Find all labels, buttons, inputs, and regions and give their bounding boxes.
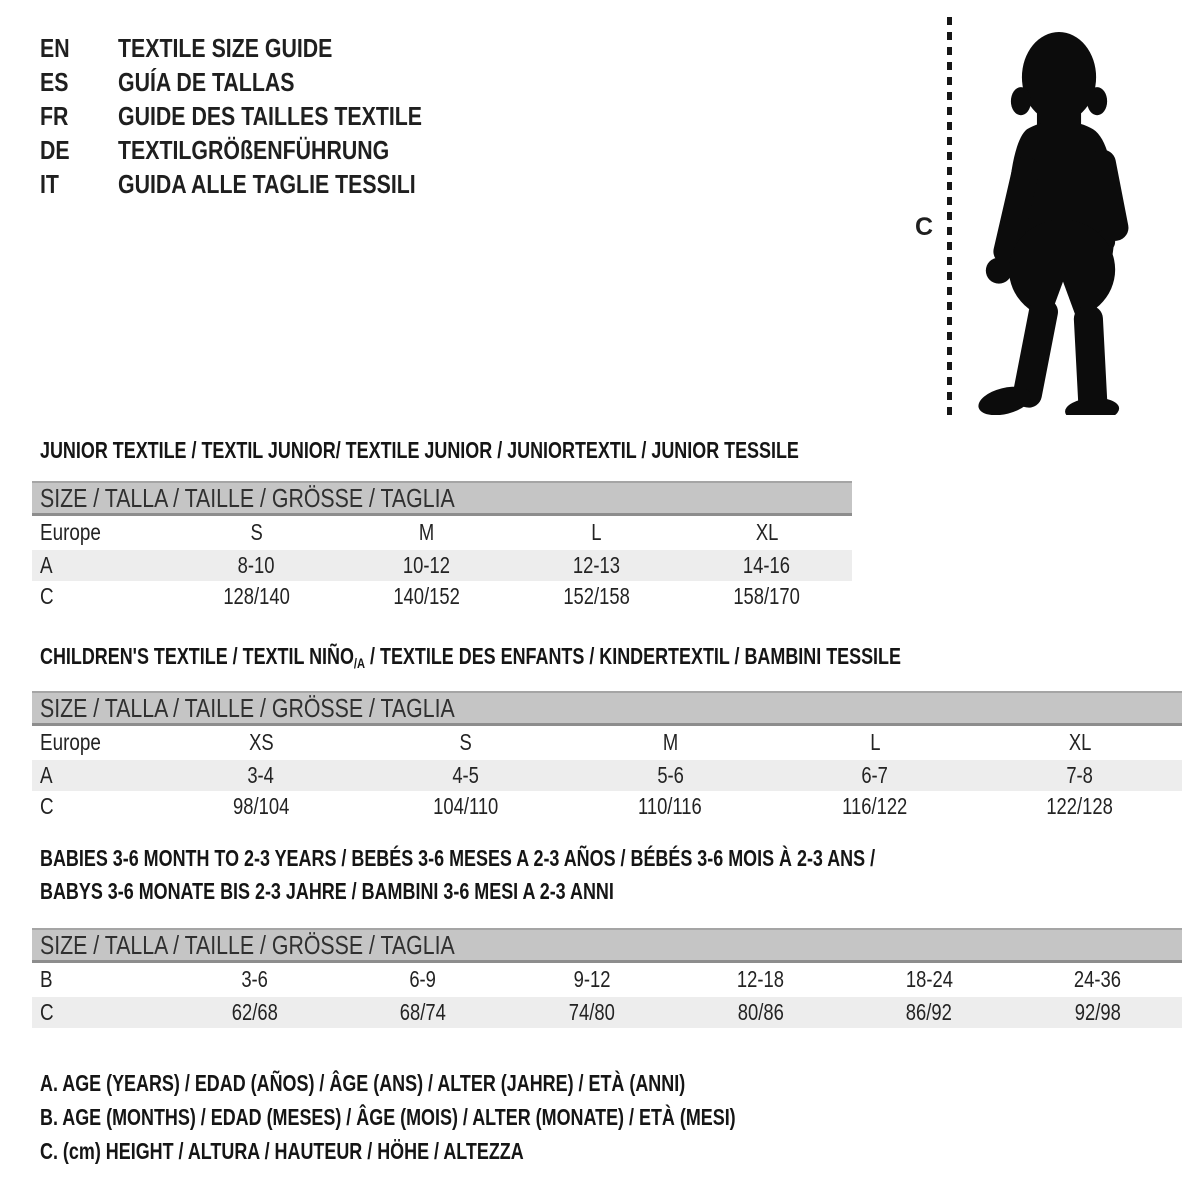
cell-text: 152/158 xyxy=(563,582,630,609)
language-label-text: GUIDE DES TAILLES TEXTILE xyxy=(118,100,423,131)
cell-value xyxy=(159,724,364,760)
cell-text: 140/152 xyxy=(393,582,460,609)
cell-value xyxy=(342,581,512,612)
cell-value xyxy=(363,791,568,822)
babies-title-line1-text: BABIES 3-6 MONTH TO 2-3 YEARS / BEBÉS 3-6 MESES A 2-3 AÑOS / BÉBÉS 3-6 MOIS À 2-3 ANS / xyxy=(40,845,876,871)
cell-text: Europe xyxy=(40,729,101,755)
cell-value xyxy=(773,791,978,822)
cell-text: 116/122 xyxy=(842,792,908,819)
cell-value xyxy=(507,961,676,997)
cell-value xyxy=(682,514,852,550)
cell-text: S xyxy=(459,729,472,755)
cell-value xyxy=(342,514,512,550)
size-header-bar xyxy=(32,929,1182,961)
children-size-table xyxy=(32,691,1182,822)
language-label-text: GUIDA ALLE TAGLIE TESSILI xyxy=(118,168,416,199)
cell-value xyxy=(845,961,1014,997)
cell-text: XL xyxy=(1068,729,1091,755)
table-row xyxy=(32,961,1182,997)
size-header-text: SIZE / TALLA / TAILLE / GRÖSSE / TAGLIA xyxy=(40,692,455,723)
junior-section-title-text: JUNIOR TEXTILE / TEXTIL JUNIOR/ TEXTILE JUNIOR / JUNIORTEXTIL / JUNIOR TESSILE xyxy=(40,437,799,463)
language-row xyxy=(40,133,489,167)
cell-text: S xyxy=(250,519,263,545)
cell-value xyxy=(159,760,364,791)
language-code-text: IT xyxy=(40,168,59,199)
size-header-bar xyxy=(32,692,1182,724)
language-code-text: ES xyxy=(40,66,69,97)
row-label xyxy=(32,997,170,1028)
cell-text: XS xyxy=(248,729,274,755)
language-row xyxy=(40,65,489,99)
size-header-text: SIZE / TALLA / TAILLE / GRÖSSE / TAGLIA xyxy=(40,482,455,513)
cell-value xyxy=(1013,961,1182,997)
language-code xyxy=(40,169,118,200)
cell-text: B xyxy=(40,966,53,992)
cell-value xyxy=(171,550,341,581)
cell-value xyxy=(170,997,339,1028)
language-row xyxy=(40,31,489,65)
cell-text: 12-18 xyxy=(736,966,784,992)
language-code xyxy=(40,101,118,132)
cell-value xyxy=(845,997,1014,1028)
cell-text: 128/140 xyxy=(223,582,290,609)
language-label xyxy=(118,33,489,64)
cell-text: 6-9 xyxy=(409,966,437,992)
cell-value xyxy=(512,581,682,612)
cell-text: L xyxy=(591,519,602,545)
cell-value xyxy=(159,791,364,822)
title-pre: CHILDREN'S TEXTILE / TEXTIL NIÑO xyxy=(40,643,354,669)
cell-text: 24-36 xyxy=(1074,966,1122,992)
cell-text: C xyxy=(40,998,54,1025)
cell-text: 104/110 xyxy=(432,792,499,819)
cell-value xyxy=(682,581,852,612)
cell-text: C xyxy=(40,792,54,819)
cell-text: XL xyxy=(755,519,779,545)
table-row xyxy=(32,997,1182,1028)
language-guide-list xyxy=(40,31,489,201)
cell-value xyxy=(568,760,773,791)
language-label-text: TEXTILGRÖßENFÜHRUNG xyxy=(118,134,390,165)
language-label-text: TEXTILE SIZE GUIDE xyxy=(118,32,333,63)
cell-text: 14-16 xyxy=(743,551,791,578)
cell-value xyxy=(977,724,1182,760)
cell-text: 9-12 xyxy=(573,966,611,992)
legend-line-a-text: A. AGE (YEARS) / EDAD (AÑOS) / ÂGE (ANS) / ALTER (JAHRE) / ETÀ (ANNI) xyxy=(40,1069,686,1096)
language-label xyxy=(118,67,489,98)
cell-text: 6-7 xyxy=(861,761,889,788)
height-measure-label: C xyxy=(915,213,934,241)
cell-value xyxy=(568,791,773,822)
cell-text: 98/104 xyxy=(232,792,289,819)
cell-value xyxy=(682,550,852,581)
language-code-text: EN xyxy=(40,32,70,63)
legend-line-b-text: B. AGE (MONTHS) / EDAD (MESES) / ÂGE (MOIS) / ALTER (MONATE) / ETÀ (MESI) xyxy=(40,1103,736,1130)
cell-text: 158/170 xyxy=(733,582,801,609)
babies-title-line2 xyxy=(40,875,1111,908)
cell-text: A xyxy=(40,551,53,578)
cell-value xyxy=(339,997,508,1028)
title-subscript: /A xyxy=(353,655,366,672)
cell-text: 18-24 xyxy=(905,966,953,992)
cell-value xyxy=(363,760,568,791)
row-label xyxy=(32,791,159,822)
legend-line-c xyxy=(40,1134,932,1168)
cell-value xyxy=(977,760,1182,791)
legend-line-a xyxy=(40,1066,932,1100)
junior-section-title xyxy=(40,437,1013,464)
cell-value xyxy=(512,514,682,550)
language-code-text: DE xyxy=(40,134,70,165)
legend-line-b xyxy=(40,1100,932,1134)
babies-section-title xyxy=(40,842,1111,908)
legend-line-c-text: C. (cm) HEIGHT / ALTURA / HAUTEUR / HÖHE / ALTEZZA xyxy=(40,1137,524,1164)
cell-text: 80/86 xyxy=(737,998,784,1025)
table-row xyxy=(32,760,1182,791)
babies-size-table xyxy=(32,928,1182,1028)
cell-value xyxy=(342,550,512,581)
size-header-bar xyxy=(32,482,852,514)
language-label xyxy=(118,135,489,166)
cell-text: 3-4 xyxy=(247,761,275,788)
language-label xyxy=(118,169,489,200)
row-label xyxy=(32,724,159,760)
row-label xyxy=(32,961,170,997)
height-dashed-line xyxy=(947,17,952,415)
measure-legend xyxy=(40,1066,932,1168)
row-label xyxy=(32,514,171,550)
junior-size-table xyxy=(32,481,852,612)
size-header-text: SIZE / TALLA / TAILLE / GRÖSSE / TAGLIA xyxy=(40,929,455,960)
cell-text: 62/68 xyxy=(231,998,278,1025)
children-section-title xyxy=(40,643,1144,672)
cell-text: 74/80 xyxy=(568,998,615,1025)
cell-text: 8-10 xyxy=(238,551,275,578)
table-row xyxy=(32,581,852,612)
table-row xyxy=(32,724,1182,760)
row-label xyxy=(32,581,171,612)
cell-text: 12-13 xyxy=(573,551,621,578)
cell-value xyxy=(512,550,682,581)
cell-text: 5-6 xyxy=(656,761,684,788)
cell-text: 92/98 xyxy=(1074,998,1121,1025)
toddler-silhouette-icon xyxy=(974,17,1136,415)
babies-title-line1 xyxy=(40,842,1111,875)
language-code-text: FR xyxy=(40,100,69,131)
table-row xyxy=(32,550,852,581)
cell-text: A xyxy=(40,761,53,788)
cell-text: Europe xyxy=(40,519,101,545)
cell-value xyxy=(1013,997,1182,1028)
cell-text: 68/74 xyxy=(399,998,447,1025)
table-row xyxy=(32,514,852,550)
language-label-text: GUÍA DE TALLAS xyxy=(118,66,295,97)
cell-value xyxy=(568,724,773,760)
language-label xyxy=(118,101,489,132)
cell-value xyxy=(171,514,341,550)
cell-value xyxy=(171,581,341,612)
title-post: / TEXTILE DES ENFANTS / KINDERTEXTIL / BAMBINI TESSILE xyxy=(365,643,901,669)
cell-value xyxy=(170,961,339,997)
table-row xyxy=(32,791,1182,822)
cell-value xyxy=(676,997,845,1028)
children-section-title-text xyxy=(40,643,901,672)
language-row xyxy=(40,167,489,201)
cell-text: 86/92 xyxy=(905,998,952,1025)
language-code xyxy=(40,135,118,166)
row-label xyxy=(32,760,159,791)
cell-value xyxy=(363,724,568,760)
cell-text: 3-6 xyxy=(241,966,268,992)
babies-title-line2-text: BABYS 3-6 MONATE BIS 2-3 JAHRE / BAMBINI 3-6 MESI A 2-3 ANNI xyxy=(40,878,614,904)
cell-text: 122/128 xyxy=(1046,792,1113,819)
cell-value xyxy=(676,961,845,997)
cell-text: M xyxy=(418,519,435,545)
cell-text: 7-8 xyxy=(1066,761,1093,788)
cell-value xyxy=(773,760,978,791)
cell-text: L xyxy=(869,729,881,755)
cell-value xyxy=(339,961,508,997)
cell-text: 10-12 xyxy=(403,551,451,578)
cell-text: M xyxy=(662,729,678,755)
cell-text: 4-5 xyxy=(452,761,479,788)
language-row xyxy=(40,99,489,133)
cell-value xyxy=(977,791,1182,822)
row-label xyxy=(32,550,171,581)
cell-text: 110/116 xyxy=(638,792,703,819)
language-code xyxy=(40,33,118,64)
language-code xyxy=(40,67,118,98)
cell-value xyxy=(773,724,978,760)
cell-value xyxy=(507,997,676,1028)
cell-text: C xyxy=(40,582,54,609)
